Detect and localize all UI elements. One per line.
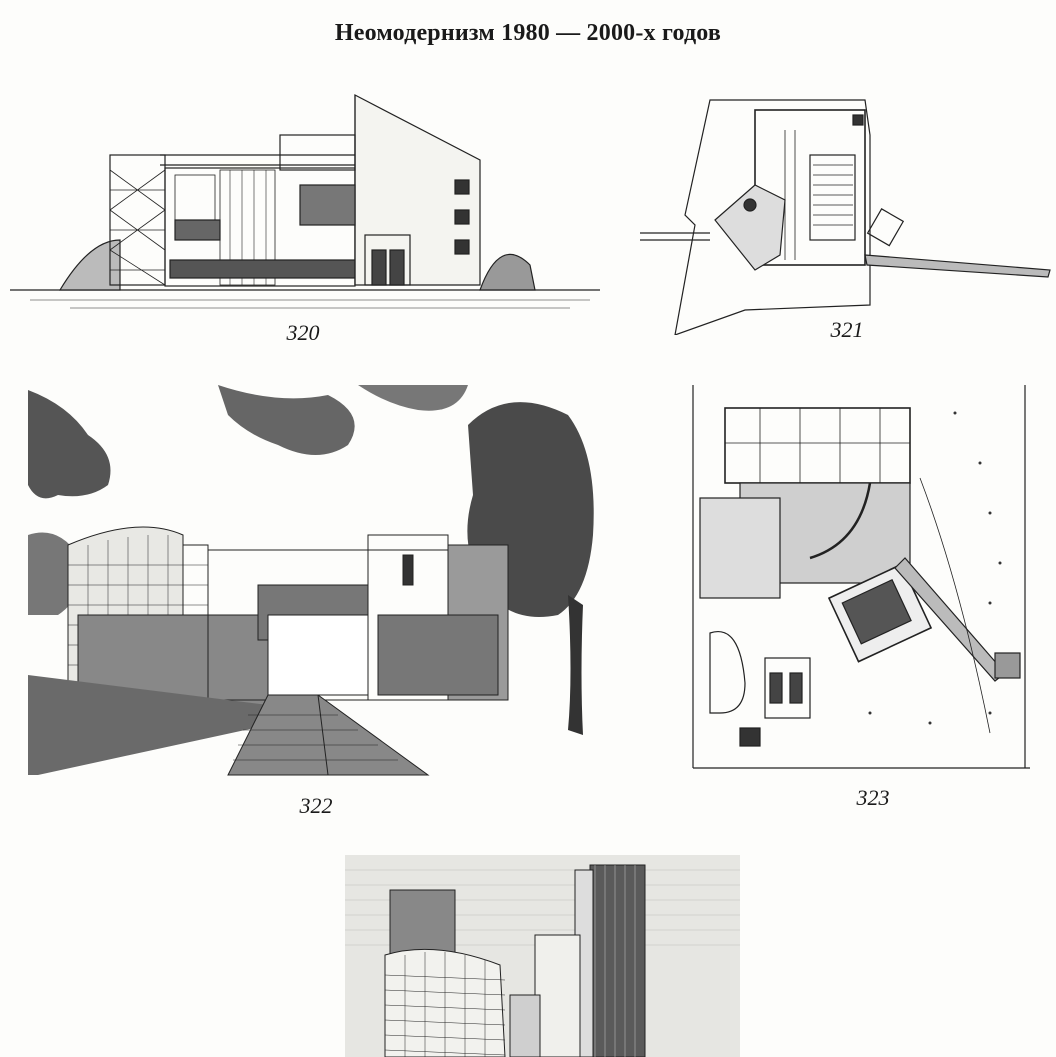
figure-caption: 322	[299, 793, 333, 818]
figure-321-site-plan	[635, 95, 1055, 342]
figure-skyscraper-drawing	[345, 855, 740, 1057]
figure-320-building-elevation	[10, 90, 600, 345]
figure-322-perspective-drawing	[28, 385, 598, 818]
figure-caption: 321	[830, 317, 864, 342]
figure-caption: 320	[286, 320, 320, 345]
page-title: Неомодернизм 1980 — 2000-х годов	[334, 20, 722, 46]
figure-caption: 323	[856, 785, 890, 810]
figure-323-floor-plan	[690, 383, 1050, 810]
